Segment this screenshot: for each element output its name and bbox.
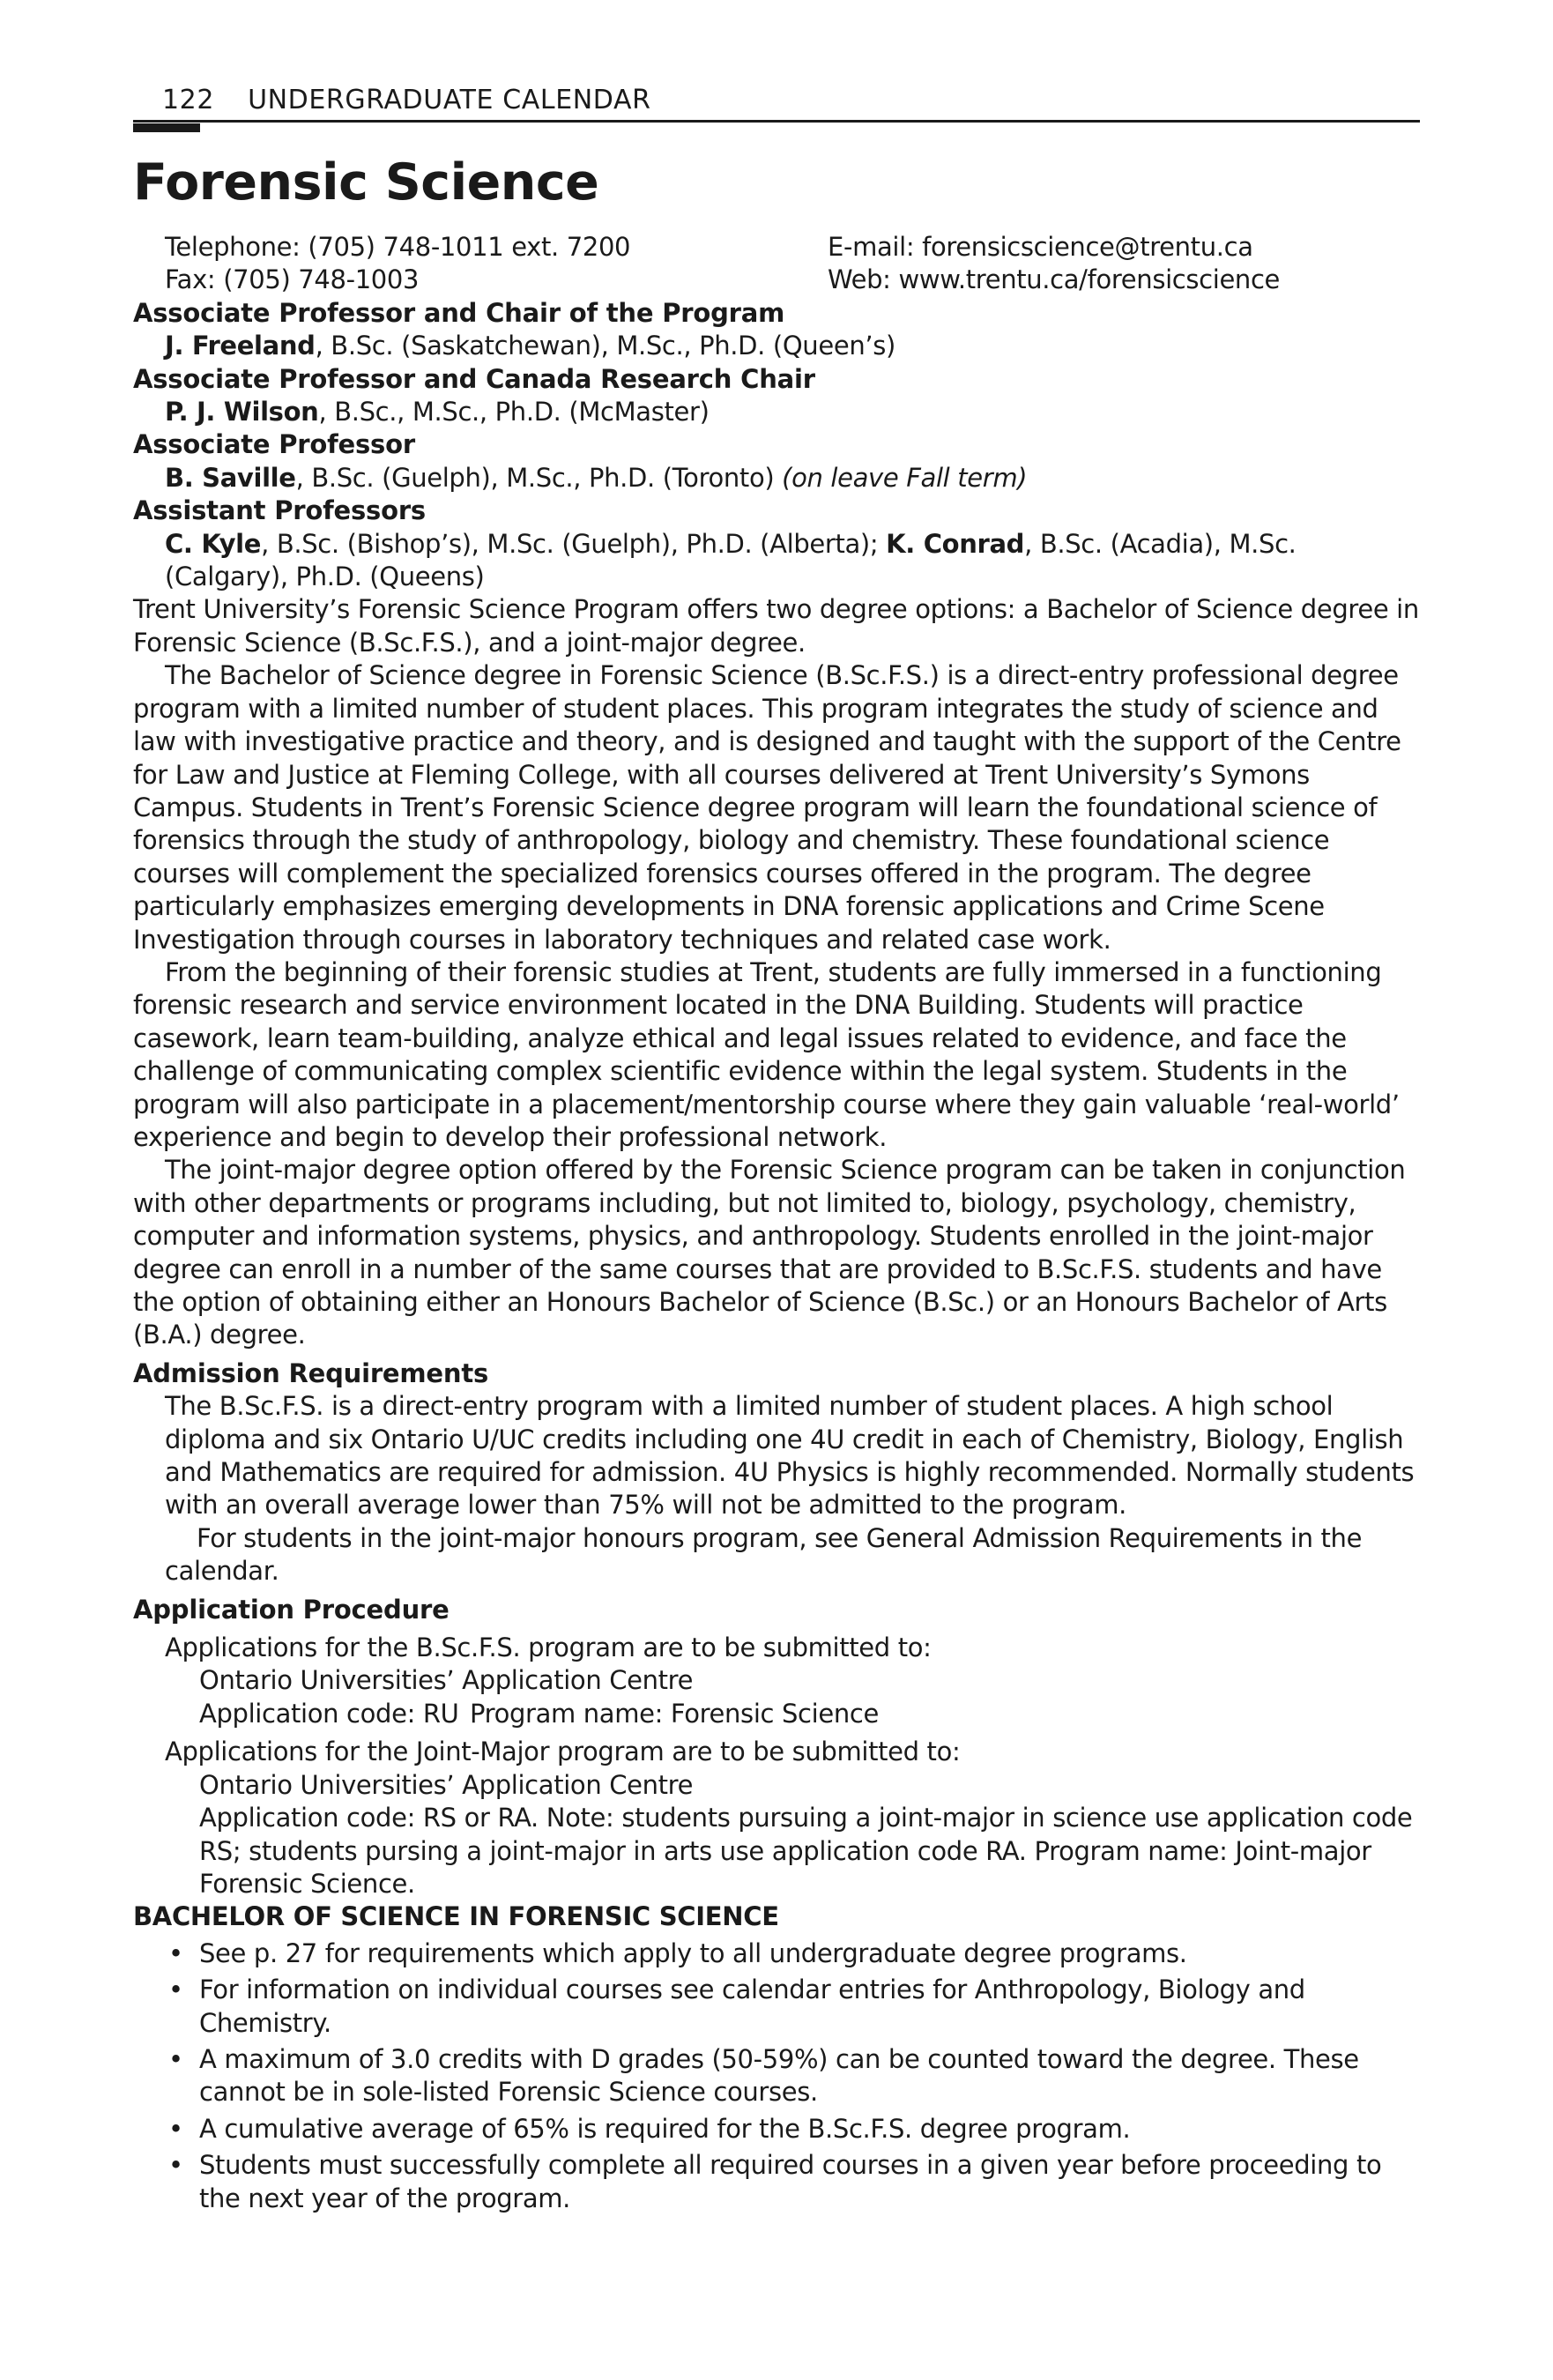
- assoc-credentials: , B.Sc. (Guelph), M.Sc., Ph.D. (Toronto): [295, 462, 783, 493]
- joint-application-code: Application code: RS or RA. Note: students pursuing a joint-major in science use application code RS; students pursing a joint-major in arts use application code RA. Program name: Joint-major Forensic Science.: [199, 1803, 1413, 1899]
- intro-paragraph: The Bachelor of Science degree in Forensic Science (B.Sc.F.S.) is a direct-entry professional degree program with a limited number of student places. This program integrates the study of science and law with investigative practice and theory, and is designed and taught with the support of the Centre for Law and Justice at Fleming College, with all courses delivered at Trent University’s Symons Campus. Students in Trent’s Forensic Science degree program will learn the foundational science of forensics through the study of anthropology, biology and chemistry. These foundational science courses will complement the specialized forensics courses offered in the program. The degree particularly emphasizes emerging developments in DNA forensic applications and Crime Scene Investigation through courses in laboratory techniques and related case work.: [133, 660, 1401, 955]
- list-item-text: For information on individual courses see calendar entries for Anthropology, Biology and Chemistry.: [199, 1975, 1305, 2038]
- crc-entry: [133, 396, 1422, 428]
- intro-paragraph: Trent University’s Forensic Science Program offers two degree options: a Bachelor of Science degree in Forensic Science (B.Sc.F.S.), and a joint-major degree.: [133, 594, 1419, 658]
- intro-paragraph: The joint-major degree option offered by the Forensic Science program can be taken in conjunction with other departments or programs including, but not limited to, biology, psychology, chemistry, computer and information systems, physics, and anthropology. Students enrolled in the joint-major degree can enroll in a number of the same courses that are provided to B.Sc.F.S. students and have the option of obtaining either an Honours Bachelor of Science (B.Sc.) or an Honours Bachelor of Arts (B.A.) degree.: [133, 1155, 1406, 1350]
- degree-heading: BACHELOR OF SCIENCE IN FORENSIC SCIENCE: [133, 1901, 779, 1932]
- bsc-application-centre: Ontario Universities’ Application Centre: [199, 1665, 694, 1696]
- admission-paragraph: The B.Sc.F.S. is a direct-entry program with a limited number of student places. A high school diploma and six Ontario U/UC credits including one 4U credit in each of Chemistry, Biology, English and Mathematics are required for admission. 4U Physics is highly recommended. Normally students with an overall average lower than 75% will not be admitted to the program.: [165, 1391, 1415, 1521]
- crc-name: P. J. Wilson: [165, 397, 319, 428]
- asst-heading: Assistant Professors: [133, 495, 426, 526]
- header-rule: [133, 120, 1420, 123]
- asst1-name: C. Kyle: [165, 528, 262, 559]
- assoc-heading: Associate Professor: [133, 429, 415, 460]
- email: E-mail: forensicscience@trentu.ca: [828, 232, 1253, 262]
- running-header: [133, 81, 1420, 123]
- fax: Fax: (705) 748-1003: [165, 264, 420, 295]
- list-item-text: Students must successfully complete all required courses in a given year before proceeding to the next year of the program.: [199, 2150, 1382, 2213]
- bullet-icon: •: [168, 2043, 183, 2074]
- asst1-credentials: , B.Sc. (Bishop’s), M.Sc. (Guelph), Ph.D. (Alberta);: [261, 528, 887, 559]
- telephone: Telephone: (705) 748-1011 ext. 7200: [165, 232, 631, 262]
- bullet-icon: •: [168, 1937, 183, 1968]
- joint-application-centre: Ontario Universities’ Application Centre: [199, 1769, 694, 1800]
- list-item: [133, 2043, 1422, 2109]
- chair-heading: Associate Professor and Chair of the Program: [133, 297, 785, 328]
- chair-entry: [133, 330, 1422, 362]
- assoc-leave-note: (on leave Fall term): [782, 462, 1028, 493]
- crc-heading: Associate Professor and Canada Research Chair: [133, 363, 815, 394]
- bsc-application-code: Application code: RU: [199, 1698, 459, 1729]
- list-item: [133, 2149, 1422, 2215]
- list-item-text: A maximum of 3.0 credits with D grades (50-59%) can be counted toward the degree. These cannot be in sole-listed Forensic Science courses.: [199, 2043, 1359, 2108]
- page-title: Forensic Science: [133, 153, 599, 212]
- joint-application-intro: Applications for the Joint-Major program are to be submitted to:: [165, 1737, 961, 1767]
- application-heading: Application Procedure: [133, 1594, 450, 1625]
- calendar-name: UNDERGRADUATE CALENDAR: [248, 85, 651, 115]
- contact-row-phone: [133, 231, 1422, 264]
- list-item-text: A cumulative average of 65% is required for the B.Sc.F.S. degree program.: [199, 2113, 1131, 2144]
- asst2-credentials: , B.Sc. (Acadia), M.Sc. (Calgary), Ph.D. (Queens): [165, 528, 1297, 592]
- bsc-application-intro: Applications for the B.Sc.F.S. program are to be submitted to:: [165, 1633, 932, 1663]
- list-item: [133, 1937, 1422, 1970]
- header-tab-bar: [133, 123, 200, 132]
- bullet-icon: •: [168, 2113, 183, 2144]
- web: Web: www.trentu.ca/forensicscience: [828, 264, 1281, 295]
- page-content: [133, 231, 1422, 2215]
- asst2-name: K. Conrad: [886, 528, 1025, 559]
- asst-entry: [133, 528, 1422, 594]
- list-item: [133, 1974, 1422, 2040]
- admission-paragraph: For students in the joint-major honours program, see General Admission Requirements in the calendar.: [165, 1522, 1363, 1587]
- chair-name: J. Freeland: [165, 331, 316, 361]
- running-header-text: [162, 85, 651, 115]
- assoc-entry: [133, 462, 1422, 495]
- bsc-application-code-line: [133, 1698, 1422, 1730]
- bullet-icon: •: [168, 1975, 183, 2005]
- degree-requirements-list: [133, 1937, 1422, 2215]
- assoc-name: B. Saville: [165, 462, 296, 493]
- admission-heading: Admission Requirements: [133, 1357, 489, 1388]
- page-number: 122: [162, 85, 215, 115]
- chair-credentials: , B.Sc. (Saskatchewan), M.Sc., Ph.D. (Queen’s): [315, 331, 895, 361]
- bullet-icon: •: [168, 2150, 183, 2181]
- intro-paragraph: From the beginning of their forensic studies at Trent, students are fully immersed in a functioning forensic research and service environment located in the DNA Building. Students will practice casework, learn team-building, analyze ethical and legal issues related to evidence, and face the challenge of communicating complex scientific evidence within the legal system. Students in the program will also participate in a placement/mentorship course where they gain valuable ‘real-world’ experience and begin to develop their professional network.: [133, 956, 1400, 1152]
- list-item-text: See p. 27 for requirements which apply to all undergraduate degree programs.: [199, 1937, 1187, 1968]
- bsc-program-name: Program name: Forensic Science: [470, 1698, 879, 1729]
- list-item: [133, 2113, 1422, 2146]
- contact-row-fax: [133, 264, 1422, 296]
- crc-credentials: , B.Sc., M.Sc., Ph.D. (McMaster): [318, 397, 710, 428]
